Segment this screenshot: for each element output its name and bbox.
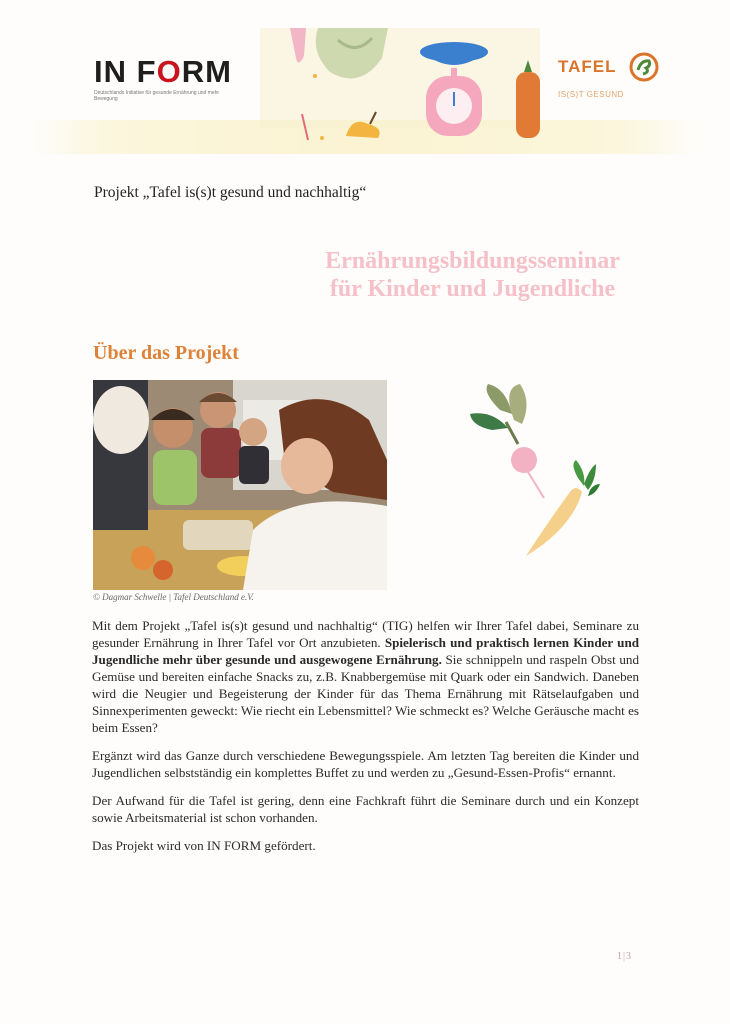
paragraph-3: Der Aufwand für die Tafel ist gering, denn eine Fachkraft führt die Seminare durch und ein Konzept sowie Arbeitsmaterial ist schon vorhanden. — [92, 793, 639, 825]
parsnip-icon — [526, 460, 600, 556]
inform-wordmark: IN FORM — [94, 54, 232, 89]
photo-credit: © Dagmar Schwelle | Tafel Deutschland e.V. — [93, 592, 254, 602]
paragraph-1: Mit dem Projekt „Tafel is(s)t gesund und nachhaltig“ (TIG) helfen wir Ihrer Tafel dabei, Seminare zu gesunder Ernährung in Ihrer Tafel vor Ort anzubieten. Spielerisch und praktisch lernen Kinder und Jugendliche mehr über gesunde und ausgewogene Ernährung. Sie schnippeln und raspeln Obst und Gemüse und bereiten einfache Snacks zu, z.B. Knabbergemüse mit Quark oder ein Sandwich. Daneben wird die Neugier und Begeisterung der Kinder für das Thema Ernährung mit Rätselaufgaben und Sinnexperimenten geweckt: Wie riecht ein Lebensmittel? Wie schmeckt es? Welche Geräusche macht es beim Essen? — [92, 618, 640, 735]
header-banner — [30, 28, 700, 156]
page-number: 1|3 — [617, 951, 633, 962]
tafel-logo — [558, 52, 659, 99]
inform-tagline: Deutschlands Initiative für gesunde Ernährung und mehr Bewegung — [94, 90, 220, 102]
project-line: Projekt „Tafel is(s)t gesund und nachhaltig“ — [94, 184, 367, 201]
seminar-title — [300, 247, 645, 303]
seminar-title-line2: für Kinder und Jugendliche — [329, 276, 616, 302]
tafel-wordmark: TAFEL — [558, 57, 617, 76]
seminar-title-line1: Ernährungsbildungsseminar — [325, 248, 620, 274]
body-text — [92, 617, 639, 865]
cooking-photo — [93, 380, 387, 590]
about-heading: Über das Projekt — [93, 342, 239, 364]
radish-icon — [470, 384, 544, 498]
tafel-emblem-icon — [629, 52, 659, 82]
inform-logo — [94, 56, 234, 102]
tafel-tagline: IS(S)T GESUND — [558, 90, 624, 99]
vegetable-illustration — [462, 380, 612, 560]
paragraph-2: Ergänzt wird das Ganze durch verschiedene Bewegungsspiele. Am letzten Tag bereiten die Kinder und Jugendlichen selbstständig ein komplettes Buffet zu und werden zu „Gesund-Essen-Profis“ ernannt. — [92, 748, 639, 780]
food-illustration — [260, 28, 540, 156]
paragraph-4: Das Projekt wird von IN FORM gefördert. — [92, 838, 316, 853]
squash — [516, 72, 540, 138]
